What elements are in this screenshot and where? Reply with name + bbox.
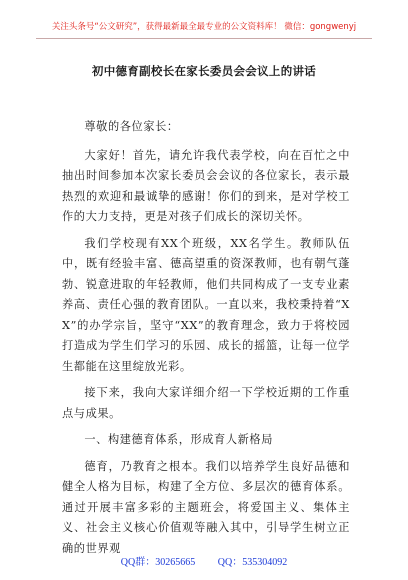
paragraph-school-overview: 我们学校现有XX个班级，XX名学生。教师队伍中，既有经验丰富、德高望重的资深教师，也有朝气蓬勃、锐意进取的年轻教师，他们共同构成了一支专业素养高、责任心强的教育团队。一直以来，我校秉持着“XX”的办学宗旨，坚守“XX”的教育理念，致力于将校园打造成为学生们学习的乐园、成长的摇篮，让每一位学生都能在这里绽放光彩。 bbox=[62, 236, 350, 373]
paragraph-greeting: 大家好！首先，请允许我代表学校，向在百忙之中抽出时间参加本次家长委员会会议的各位家长，表示最热烈的欢迎和最诚挚的感谢！你们的到来，是对学校工作的大力支持，更是对孩子们成长的深切关怀。 bbox=[62, 148, 350, 223]
document-title: 初中德育副校长在家长委员会会议上的讲话 bbox=[91, 64, 317, 78]
footer-qq: QQ：535304092 bbox=[217, 557, 288, 568]
salutation: 尊敬的各位家长： bbox=[84, 120, 179, 133]
paragraph-moral-education: 德育，乃教育之根本。我们以培养学生良好品德和健全人格为目标，构建了全方位、多层次的德育体系。通过开展丰富多彩的主题班会，将爱国主义、集体主义、社会主义核心价值观等融入其中，引导学生树立正确的世界观 bbox=[62, 459, 350, 555]
header-divider bbox=[36, 38, 372, 39]
footer-contact bbox=[0, 553, 408, 568]
paragraph-transition: 接下来，我向大家详细介绍一下学校近期的工作重点与成果。 bbox=[62, 386, 350, 420]
header-note: 关注头条号“公文研究”，获得最新最全最专业的公文资料库！ 微信：gongwenyj bbox=[51, 22, 357, 32]
document-body bbox=[62, 117, 350, 565]
section-heading-1: 一、构建德育体系，形成育人新格局 bbox=[84, 433, 273, 446]
footer-qq-group: QQ群：30265665 bbox=[120, 557, 196, 568]
